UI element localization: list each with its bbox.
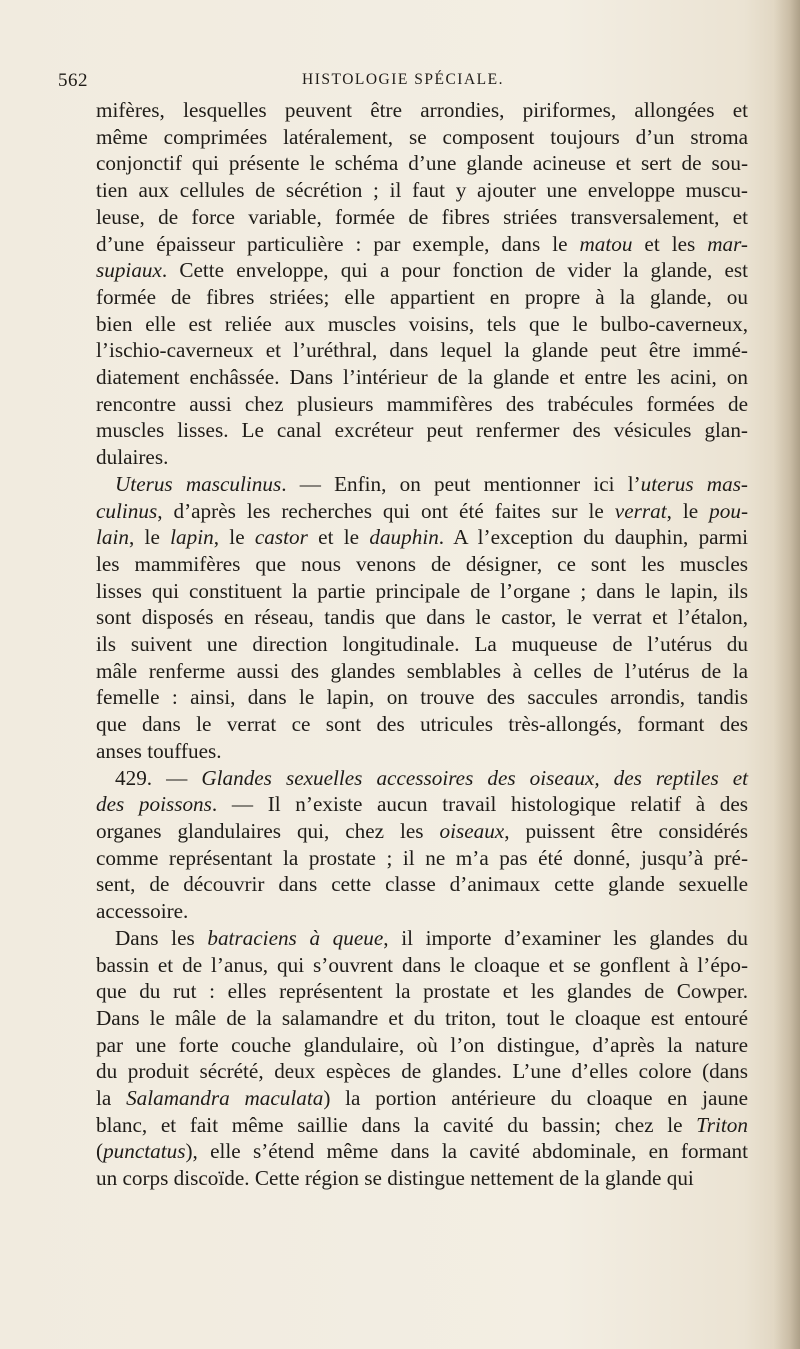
text-run: bien elle est reliée aux muscles voisins, tels que le bulbo-caverneux, [96,311,748,336]
text-run: bassin et de l’anus, qui s’ouvrent dans le cloaque et se gonflent à l’épo- [96,952,748,977]
italic-text-run: oiseaux [439,818,505,843]
text-line [96,311,748,338]
italic-text-run: punctatus [103,1139,186,1164]
text-run: lisses qui constituent la partie principale de l’organe ; dans le lapin, ils [96,578,748,603]
text-line [96,444,748,471]
text-run: ) la portion antérieure du cloaque en jaune [323,1086,748,1111]
text-run: l’ischio-caverneux et l’uréthral, dans lequel la glande peut être immé- [96,338,748,363]
text-run: 429. — [115,765,202,790]
text-run: , d’après les recherches qui ont été faites sur le [157,498,615,523]
text-line [96,284,748,311]
text-line [96,604,748,631]
text-run: un corps discoïde. Cette région se distingue nettement de la glande qui [96,1166,694,1191]
text-line [96,204,748,231]
text-line [96,150,748,177]
text-run: ), elle s’étend même dans la cavité abdominale, en formant [185,1139,748,1164]
text-run: . — Enfin, on peut mentionner ici l’ [281,471,641,496]
italic-text-run: matou [579,231,633,256]
text-run: conjonctif qui présente le schéma d’une glande acineuse et sert de sou- [96,151,748,176]
text-line [96,711,748,738]
text-run: rencontre aussi chez plusieurs mammifères des trabécules formées de [96,391,748,416]
text-line [96,765,748,792]
text-run: et le [307,525,370,550]
text-run: leuse, de force variable, formée de fibres striées transversalement, et [96,204,748,229]
italic-text-run: verrat [614,498,667,523]
text-run: d’une épaisseur particulière : par exemple, dans le [96,231,580,256]
text-run: Dans le mâle de la salamandre et du triton, tout le cloaque est entouré [96,1005,748,1030]
text-run: sont disposés en réseau, tandis que dans le castor, le verrat et l’étalon, [96,605,748,630]
italic-text-run: pou- [709,498,748,523]
text-line [96,471,748,498]
text-run: organes glandulaires qui, chez les [96,818,440,843]
text-run: femelle : ainsi, dans le lapin, on trouve des saccules arrondis, tandis [96,685,748,710]
text-run: accessoire. [96,899,189,924]
text-run: , le [213,525,255,550]
text-run: du produit sécrété, deux espèces de glandes. L’une d’elles colore (dans [96,1059,748,1084]
text-line [96,1058,748,1085]
italic-text-run: castor [254,525,308,550]
text-run: diatement enchâssée. Dans l’intérieur de la glande et entre les acini, on [96,365,748,390]
italic-text-run: dauphin [369,525,439,550]
text-line [96,845,748,872]
text-line [96,364,748,391]
text-line [96,684,748,711]
text-line [96,871,748,898]
italic-text-run: Salamandra maculata [126,1086,324,1111]
italic-text-run: lapin [170,525,214,550]
text-line [96,1112,748,1139]
text-line [96,177,748,204]
text-run: les mammifères que nous venons de désigner, ce sont les muscles [96,551,748,576]
text-line [96,898,748,925]
text-run: dulaires. [96,445,169,470]
text-line [96,524,748,551]
text-run: . — Il n’existe aucun travail histologique relatif à des [211,792,748,817]
text-line [96,631,748,658]
running-head: HISTOLOGIE SPÉCIALE. [302,71,504,88]
text-run: que dans le verrat ce sont des utricules très-allongés, formant des [96,712,748,737]
text-run: blanc, et fait même saillie dans la cavité du bassin; chez le [96,1112,697,1137]
text-line [96,551,748,578]
text-line [96,391,748,418]
text-line [96,818,748,845]
italic-text-run: Glandes sexuelles accessoires des oiseaux, des reptiles et [201,765,748,790]
text-line [96,257,748,284]
text-line [96,1085,748,1112]
text-line [96,417,748,444]
text-run: . Cette enveloppe, qui a pour fonction de vider la glande, est [161,258,748,283]
text-line [96,1165,748,1192]
page-gutter-shadow [774,0,800,1349]
italic-text-run: des poissons [96,792,212,817]
text-run: , il importe d’examiner les glandes du [383,925,748,950]
text-run: tien aux cellules de sécrétion ; il faut y ajouter une enveloppe muscu- [96,178,748,203]
text-line [96,658,748,685]
text-line [96,791,748,818]
text-run: mifères, lesquelles peuvent être arrondies, piriformes, allongées et [96,98,748,122]
text-line [96,978,748,1005]
text-run: muscles lisses. Le canal excréteur peut renfermer des vésicules glan- [96,418,748,443]
text-line [96,124,748,151]
text-run: ils suivent une direction longitudinale. La muqueuse de l’utérus du [96,632,748,657]
text-run: anses touffues. [96,738,222,763]
text-run: , puissent être considérés [504,818,748,843]
body-text [96,97,748,1192]
italic-text-run: mar- [707,231,748,256]
text-run: ( [96,1139,104,1164]
text-run: par une forte couche glandulaire, où l’on distingue, d’après la nature [96,1032,748,1057]
italic-text-run: lain [96,525,129,550]
text-run: comme représentant la prostate ; il ne m’a pas été donné, jusqu’à pré- [96,845,748,870]
text-line [96,1005,748,1032]
text-line [96,97,748,124]
italic-text-run: uterus mas- [640,471,748,496]
text-run: , le [666,498,710,523]
text-run: que du rut : elles représentent la prostate et les glandes de Cowper. [96,979,748,1004]
text-run: formée de fibres striées; elle appartient en propre à la glande, ou [96,284,748,309]
page-number: 562 [58,70,88,91]
text-run: même comprimées latéralement, se composent toujours d’un stroma [96,124,748,149]
text-line [96,925,748,952]
text-line [96,1138,748,1165]
italic-text-run: Triton [696,1112,748,1137]
text-line [96,1032,748,1059]
text-run: Dans les [115,925,208,950]
text-line [96,738,748,765]
text-run: . A l’exception du dauphin, parmi [438,525,748,550]
italic-text-run: supiaux [96,258,162,283]
text-line [96,337,748,364]
italic-text-run: culinus [96,498,158,523]
italic-text-run: batraciens à queue [207,925,384,950]
text-run: sent, de découvrir dans cette classe d’animaux cette glande sexuelle [96,872,748,897]
text-line [96,231,748,258]
text-line [96,498,748,525]
text-run: mâle renferme aussi des glandes semblables à celles de l’utérus de la [96,658,748,683]
italic-text-run: Uterus masculinus [115,471,282,496]
text-line [96,952,748,979]
text-run: la [96,1086,127,1111]
page-header [58,70,748,100]
text-line [96,578,748,605]
text-run: , le [128,525,171,550]
text-run: et les [632,231,708,256]
